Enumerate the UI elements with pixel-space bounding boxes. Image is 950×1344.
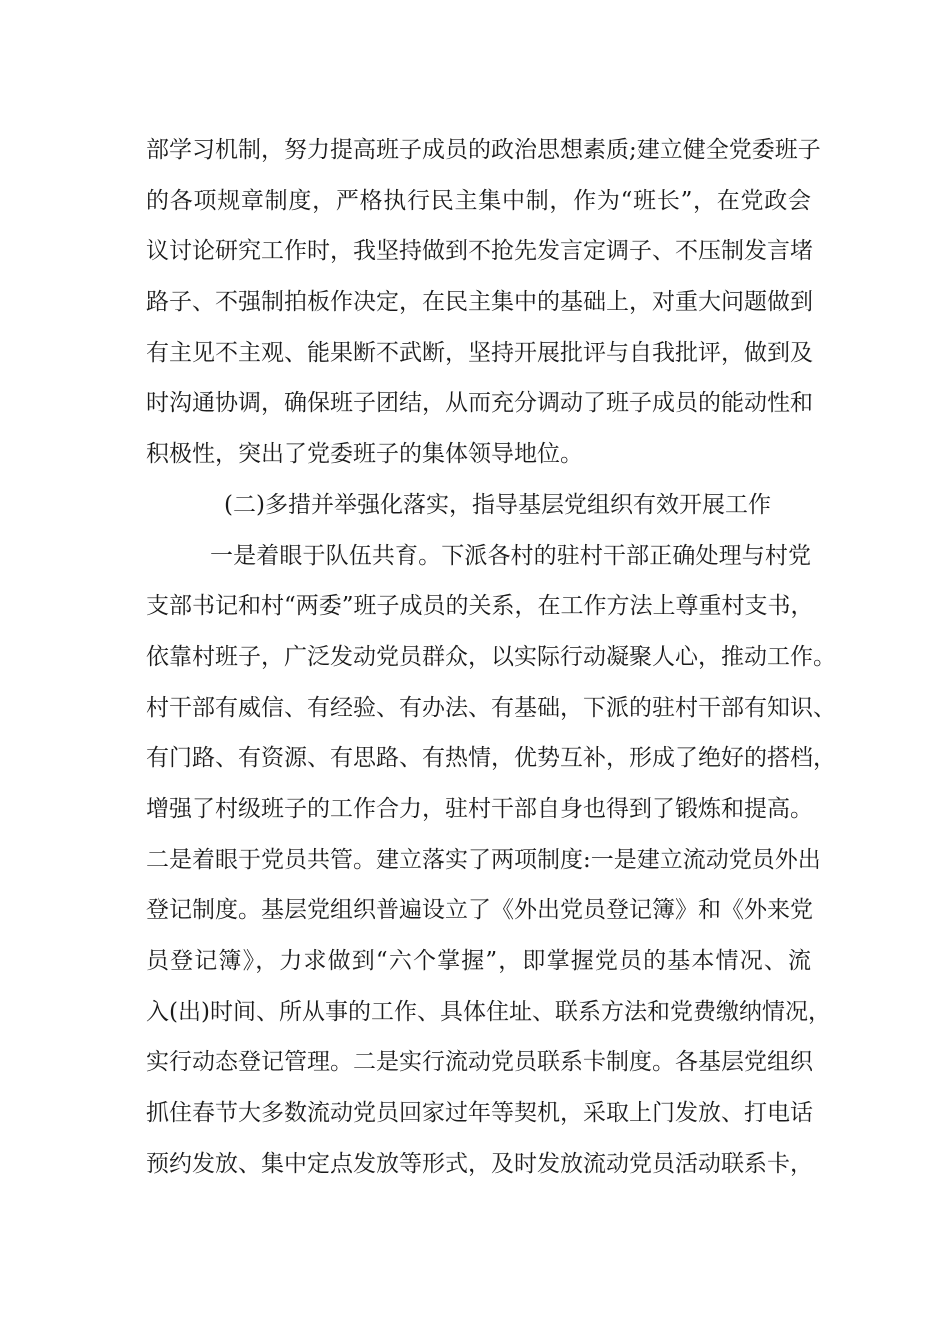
text-line: 入(出)时间、所从事的工作、具体住址、联系方法和党费缴纳情况， xyxy=(146,998,831,1025)
body-text xyxy=(146,125,836,1189)
text-line: 有门路、有资源、有思路、有热情，优势互补，形成了绝好的搭档， xyxy=(146,745,836,772)
text-line: 预约发放、集中定点发放等形式，及时发放流动党员活动联系卡， xyxy=(146,1150,813,1177)
text-line: 部学习机制，努力提高班子成员的政治思想素质;建立健全党委班子 xyxy=(146,137,821,163)
text-line: 二是着眼于党员共管。建立落实了两项制度:一是建立流动党员外出 xyxy=(146,846,821,873)
text-line: 路子、不强制拍板作决定，在民主集中的基础上，对重大问题做到 xyxy=(146,289,813,316)
text-line: 增强了村级班子的工作合力，驻村干部自身也得到了锻炼和提高。 xyxy=(146,795,813,822)
text-line: 时沟通协调，确保班子团结，从而充分调动了班子成员的能动性和 xyxy=(146,390,813,417)
text-line: 一是着眼于队伍共育。下派各村的驻村干部正确处理与村党 xyxy=(210,542,811,569)
text-line: 支部书记和村“两委”班子成员的关系，在工作方法上尊重村支书， xyxy=(146,593,814,620)
text-line: 登记制度。基层党组织普遍设立了《外出党员登记簿》和《外来党 xyxy=(146,897,813,924)
text-line: 实行动态登记管理。二是实行流动党员联系卡制度。各基层党组织 xyxy=(146,1049,813,1076)
text-line: 的各项规章制度，严格执行民主集中制，作为“班长”，在党政会 xyxy=(146,187,811,214)
text-line: 村干部有威信、有经验、有办法、有基础，下派的驻村干部有知识、 xyxy=(146,694,836,721)
text-line: 有主见不主观、能果断不武断，坚持开展批评与自我批评，做到及 xyxy=(146,339,813,366)
text-line: 抓住春节大多数流动党员回家过年等契机，采取上门发放、打电话 xyxy=(146,1100,813,1127)
text-line: 依靠村班子，广泛发动党员群众，以实际行动凝聚人心，推动工作。 xyxy=(146,643,836,670)
text-line: 员登记簿》，力求做到“六个掌握”，即掌握党员的基本情况、流 xyxy=(146,948,811,974)
text-line: 议讨论研究工作时，我坚持做到不抢先发言定调子、不压制发言堵 xyxy=(146,238,813,265)
text-line: 积极性，突出了党委班子的集体领导地位。 xyxy=(146,441,583,468)
section-heading: (二)多措并举强化落实，指导基层党组织有效开展工作 xyxy=(224,491,771,518)
